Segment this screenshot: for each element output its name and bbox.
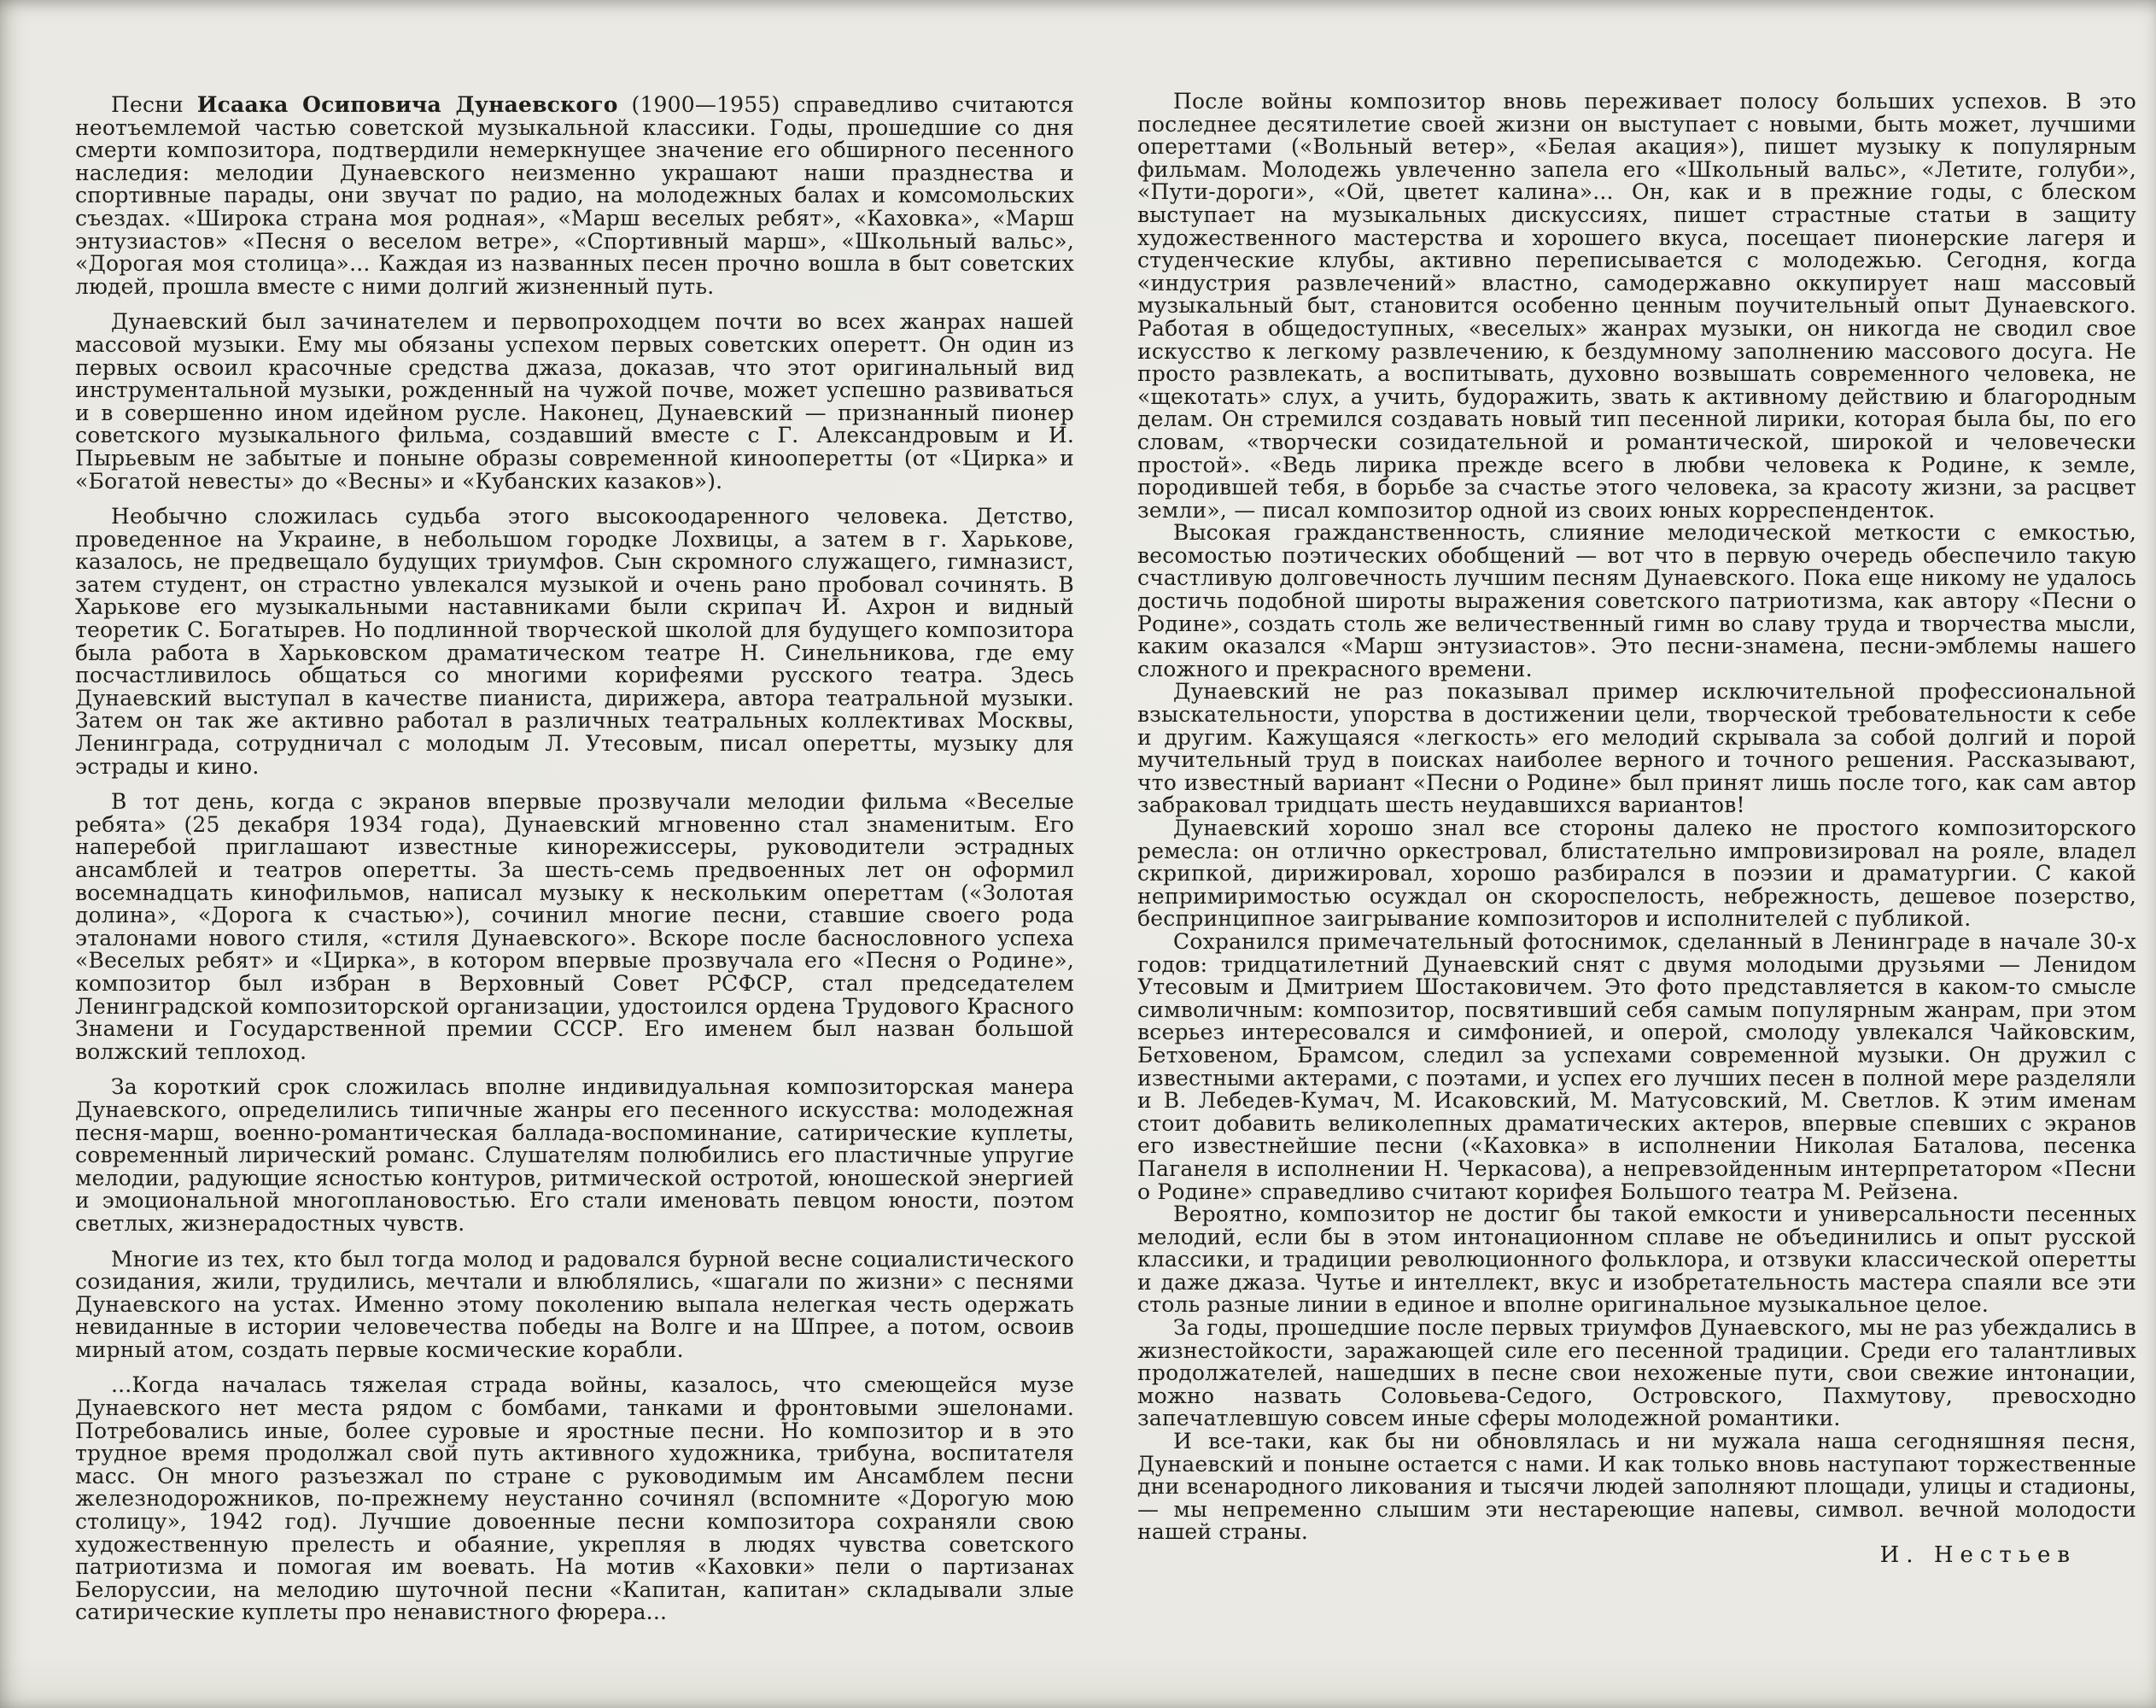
paragraph: И все-таки, как бы ни обновлялась и ни мужала наша сегодняшняя песня, Дунаевский и поныне остается с нами. И как только вновь наступают торжественные дни всенародного ликования и тысячи людей заполняют площади, улицы и стадионы, — мы непременно слышим эти нестареющие напевы, символ. вечной молодости нашей страны.: [1137, 1429, 2136, 1545]
composer-name: Исаака Осиповича Дунаевского: [196, 92, 618, 117]
paragraph-rest: (1900—1955) справедливо считаются неотъемлемой частью советской музыкальной классики. Годы, прошедшие со дня смерти композитора, подтвердили немеркнущее значение его обширного песенного наследия: мелодии Дунаевского неизменно украшают наши празднества и спортивные парады, они звучат по радио, на молодежных балах и комсомольских съездах. «Широка страна моя родная», «Марш веселых ребят», «Каховка», «Марш энтузиастов» «Песня о веселом ветре», «Спортивный марш», «Школьный вальс», «Дорогая моя столица»... Каждая из названных песен прочно вошла в быт советских людей, прошла вместе с ними долгий жизненный путь.: [75, 92, 1074, 299]
paragraph: [75, 94, 1074, 298]
paragraph: За годы, прошедшие после первых триумфов Дунаевского, мы не раз убеждались в жизнестойкости, заражающей силе его песенной традиции. Среди его талантливых продолжателей, нашедших в песне свои нехоженые пути, свои свежие интонации, можно назвать Соловьева-Седого, Островского, Пахмутову, превосходно запечатлевшую совсем иные сферы молодежной романтики.: [1137, 1315, 2136, 1431]
paragraph: ...Когда началась тяжелая страда войны, казалось, что смеющейся музе Дунаевского нет места рядом с бомбами, танками и фронтовыми эшелонами. Потребовались иные, более суровые и яростные песни. Но композитор и в это трудное время продолжал свой путь активного художника, трибуна, воспитателя масс. Он много разъезжал по стране с руководимым им Ансамблем песни железнодорожников, по-прежнему неустанно сочинял (вспомните «Дорогую мою столицу», 1942 год). Лучшие довоенные песни композитора сохраняли свою художественную прелесть и обаяние, укрепляя в людях чувства советского патриотизма и помогая им воевать. На мотив «Каховки» пели о партизанах Белоруссии, на мелодию шуточной песни «Капитан, капитан» складывали злые сатирические куплеты про ненавистного фюрера...: [75, 1372, 1074, 1625]
paragraph: Дунаевский был зачинателем и первопроходцем почти во всех жанрах нашей массовой музыки. Ему мы обязаны успехом первых советских оперетт. Он один из первых освоил красочные средства джаза, доказав, что этот оригинальный вид инструментальной музыки, рожденный на чужой почве, может успешно развиваться и в совершенно ином идейном русле. Наконец, Дунаевский — признанный пионер советского музыкального фильма, создавший вместе с Г. Александровым и И. Пырьевым не забытые и поныне образы современной кинооперетты (от «Цирка» и «Богатой невесты» до «Весны» и «Кубанских казаков»).: [75, 309, 1074, 494]
paragraph: Дунаевский не раз показывал пример исключительной профессиональной взыскательности, упорства в достижении цели, творческой требовательности к себе и другим. Кажущаяся «легкость» его мелодий скрывала за собой долгий и порой мучительный труд в поисках наиболее верного и точного решения. Рассказывают, что известный вариант «Песни о Родине» был принят лишь после того, как сам автор забраковал тридцать шесть неудавшихся вариантов!: [1137, 679, 2136, 818]
author-signature: И. Нестьев: [1879, 1542, 2077, 1568]
right-column: [1137, 91, 2136, 1567]
paragraph: Высокая гражданственность, слияние мелодической меткости с емкостью, весомостью поэтических обобщений — вот что в первую очередь обеспечило такую счастливую долговечность лучшим песням Дунаевского. Пока еще никому не удалось достичь подобной широты выражения советского патриотизма, как автору «Песни о Родине», создать столь же величественный гимн во славу труда и творчества мысли, каким оказался «Марш энтузиастов». Это песни-знамена, песни-эмблемы нашего сложного и прекрасного времени.: [1137, 520, 2136, 681]
paragraph-lead: Песни: [111, 92, 184, 117]
left-column: [75, 94, 1074, 1624]
paragraph: После войны композитор вновь переживает полосу больших успехов. В это последнее десятилетие своей жизни он выступает с новыми, быть может, лучшими опереттами («Вольный ветер», «Белая акация»), пишет музыку к популярным фильмам. Молодежь увлеченно запела его «Школьный вальс», «Летите, голуби», «Пути-дороги», «Ой, цветет калина»... Он, как и в прежние годы, с блеском выступает на музыкальных дискуссиях, пишет страстные статьи в защиту художественного мастерства и хорошего вкуса, посещает пионерские лагеря и студенческие клубы, активно переписывается с молодежью. Сегодня, когда «индустрия развлечений» властно, самодержавно оккупирует наш массовый музыкальный быт, становится особенно ценным поучительный опыт Дунаевского. Работая в общедоступных, «веселых» жанрах музыки, он никогда не сводил свое искусство к легкому развлечению, к бездумному заполнению массового досуга. Не просто развлекать, а воспитывать, духовно возвышать современного человека, не «щекотать» слух, а учить, будоражить, звать к активному действию и благородным делам. Он стремился создавать новый тип песенной лирики, которая была бы, по его словам, «творчески созидательной и романтической, широкой и человечески простой». «Ведь лирика прежде всего в любви человека к Родине, к земле, породившей тебя, в борьбе за счастье этого человека, за красоту жизни, за расцвет земли», — писал композитор одной из своих юных корреспенденток.: [1137, 89, 2136, 523]
paragraph: Дунаевский хорошо знал все стороны далеко не простого композиторского ремесла: он отлично оркестровал, блистательно импровизировал на рояле, владел скрипкой, дирижировал, хорошо разбирался в поэзии и драматургии. С какой непримиримостью осуждал он скороспелость, небрежность, дешевое позерство, беспринципное заигрывание композиторов и исполнителей с публикой.: [1137, 816, 2136, 932]
paragraph: Вероятно, композитор не достиг бы такой емкости и универсальности песенных мелодий, если бы в этом интонационном сплаве не объединились и опыт русской классики, и традиции революционного фольклора, и отзвуки классической оперетты и даже джаза. Чутье и интеллект, вкус и изобретательность мастера спаяли все эти столь разные линии в единое и вполне оригинальное музыкальное целое.: [1137, 1202, 2136, 1318]
paragraph: Сохранился примечательный фотоснимок, сделанный в Ленинграде в начале 30-х годов: тридцатилетний Дунаевский снят с двумя молодыми друзьями — Ленидом Утесовым и Дмитрием Шостаковичем. Это фото представляется в каком-то смысле символичным: композитор, посвятивший себя самым популярным жанрам, при этом всерьез интересовался и симфонией, и оперой, смолоду увлекался Чайковским, Бетховеном, Брамсом, следил за успехами современной музыки. Он дружил с известными актерами, с поэтами, и успех его лучших песен в полной мере разделяли и В. Лебедев-Кумач, М. Исаковский, М. Матусовский, М. Светлов. К этим именам стоит добавить великолепных драматических актеров, впервые спевших с экранов его известнейшие песни («Каховка» в исполнении Николая Баталова, песенка Паганеля в исполнении Н. Черкасова), а непревзойденным интерпретатором «Песни о Родине» справедливо считают корифея Большого театра М. Рейзена.: [1137, 928, 2136, 1204]
paragraph: За короткий срок сложилась вполне индивидуальная композиторская манера Дунаевского, определились типичные жанры его песенного искусства: молодежная песня-марш, военно-романтическая баллада-воспоминание, сатирические куплеты, современный лирический романс. Слушателям полюбились его пластичные упругие мелодии, радующие ясностью контуров, ритмической остротой, юношеской энергией и эмоциональной многоплановостью. Его стали именовать певцом юности, поэтом светлых, жизнерадостных чувств.: [75, 1074, 1074, 1236]
paragraph: Необычно сложилась судьба этого высокоодаренного человека. Детство, проведенное на Украине, в небольшом городке Лохвицы, а затем в г. Харькове, казалось, не предвещало будущих триумфов. Сын скромного служащего, гимназист, затем студент, он страстно увлекался музыкой и очень рано пробовал сочинять. В Харькове его музыкальными наставниками были скрипач И. Ахрон и видный теоретик С. Богатырев. Но подлинной творческой школой для будущего композитора была работа в Харьковском драматическом театре Н. Синельникова, где ему посчастливилось общаться со многими корифеями русского театра. Здесь Дунаевский выступал в качестве пианиста, дирижера, автора театральной музыки. Затем он так же активно работал в различных театральных коллективах Москвы, Ленинграда, сотрудничал с молодым Л. Утесовым, писал оперетты, музыку для эстрады и кино.: [75, 504, 1074, 779]
paragraph: Многие из тех, кто был тогда молод и радовался бурной весне социалистического созидания, жили, трудились, мечтали и влюблялись, «шагали по жизни» с песнями Дунаевского на устах. Именно этому поколению выпала нелегкая честь одержать невиданные в истории человечества победы на Волге и на Шпрее, а потом, освоив мирный атом, создать первые космические корабли.: [75, 1246, 1074, 1362]
paragraph: В тот день, когда с экранов впервые прозвучали мелодии фильма «Веселые ребята» (25 декабря 1934 года), Дунаевский мгновенно стал знаменитым. Его наперебой приглашают известные кинорежиссеры, руководители эстрадных ансамблей и театров оперетты. За шесть-семь предвоенных лет он оформил восемнадцать кинофильмов, написал музыку к нескольким опереттам («Золотая долина», «Дорога к счастью»), сочинил многие песни, ставшие своего рода эталонами нового стиля, «стиля Дунаевского». Вскоре после баснословного успеха «Веселых ребят» и «Цирка», в котором впервые прозвучала его «Песня о Родине», композитор был избран в Верховный Совет РСФСР, стал председателем Ленинградской композиторской организации, удостоился ордена Трудового Красного Знамени и Государственной премии СССР. Его именем был назван большой волжский теплоход.: [75, 789, 1074, 1064]
